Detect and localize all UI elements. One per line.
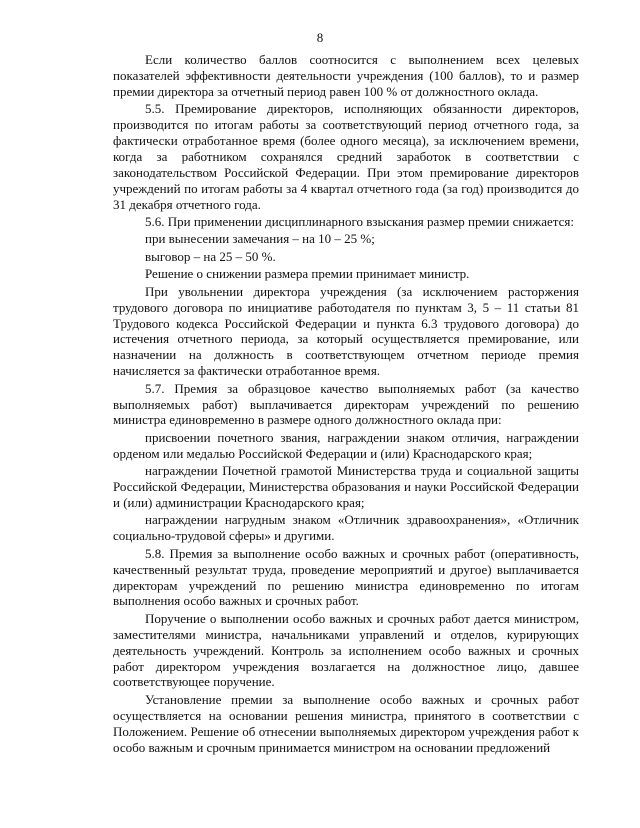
paragraph-5-6: 5.6. При применении дисциплинарного взыскания размер премии снижается: [145,214,575,230]
page-number: 8 [316,30,324,45]
paragraph-badge: награждении нагрудным знаком «Отличник здравоохранения», «Отличник социально-трудовой сферы» и другими. [113,512,579,544]
paragraph-establishment: Установление премии за выполнение особо важных и срочных работ осуществляется на основании решения министра, принятого в соответствии с Положением. Решение об отнесении выполняемых директором учреждения работ к особо важным и срочным принимается министром на основании предложений [113,691,579,755]
paragraph-5-8: 5.8. Премия за выполнение особо важных и срочных работ (оперативность, качественный результат труда, проведение мероприятий и другое) выплачивается директорам учреждений по решению министра единовременно по итогам выполнения особо важных и срочных работ. [113,545,579,609]
document-body [113,52,579,757]
paragraph-reprimand: выговор – на 25 – 50 %. [145,248,276,264]
paragraph-assignment: Поручение о выполнении особо важных и срочных работ дается министром, заместителями министра, начальниками управлений и отделов, курирующих деятельность учреждений. Контроль за исполнением особо важных и срочных работ директором учреждения возлагается на должностное лицо, давшее соответствующее поручение. [113,610,579,690]
paragraph-honorary-title: присвоении почетного звания, награждении знаком отличия, награждении орденом или медалью Российской Федерации и (или) Краснодарского края; [113,429,579,461]
paragraph-5-7: 5.7. Премия за образцовое качество выполняемых работ (за качество выполняемых работ) выплачивается директорам учреждений по решению министра единовременно в размере одного должностного оклада при: [113,380,579,428]
paragraph-5-5: 5.5. Премирование директоров, исполняющих обязанности директоров, производится по итогам работы за соответствующий период отчетного года, за фактически отработанное время (более одного месяца), за исключением времени, когда за работником сохранялся средний заработок в соответствии с законодательством Российской Федерации. При этом премирование директоров учреждений по итогам работы за 4 квартал отчетного года (за год) производится до 31 декабря отчетного года. [113,101,579,212]
paragraph-decision-minister: Решение о снижении размера премии принимает министр. [145,266,470,282]
paragraph-certificate: награждении Почетной грамотой Министерства труда и социальной защиты Российской Федерации, Министерства образования и науки Российской Федерации и (или) администрации Краснодарского края; [113,463,579,510]
paragraph-score-100: Если количество баллов соотносится с выполнением всех целевых показателей эффективности деятельности учреждения (100 баллов), то и размер премии директора за отчетный период равен 100 % от должностного оклада. [113,52,579,99]
paragraph-remark: при вынесении замечания – на 10 – 25 %; [145,231,375,247]
paragraph-dismissal: При увольнении директора учреждения (за исключением расторжения трудового договора по инициативе работодателя по пунктам 3, 5 – 11 статьи 81 Трудового кодекса Российской Федерации и пункта 6.3 трудового договора) до истечения отчетного периода, за который осуществляется премирование, или назначении на должность в соответствующем отчетном периоде премия начисляется за фактически отработанное время. [113,283,579,379]
